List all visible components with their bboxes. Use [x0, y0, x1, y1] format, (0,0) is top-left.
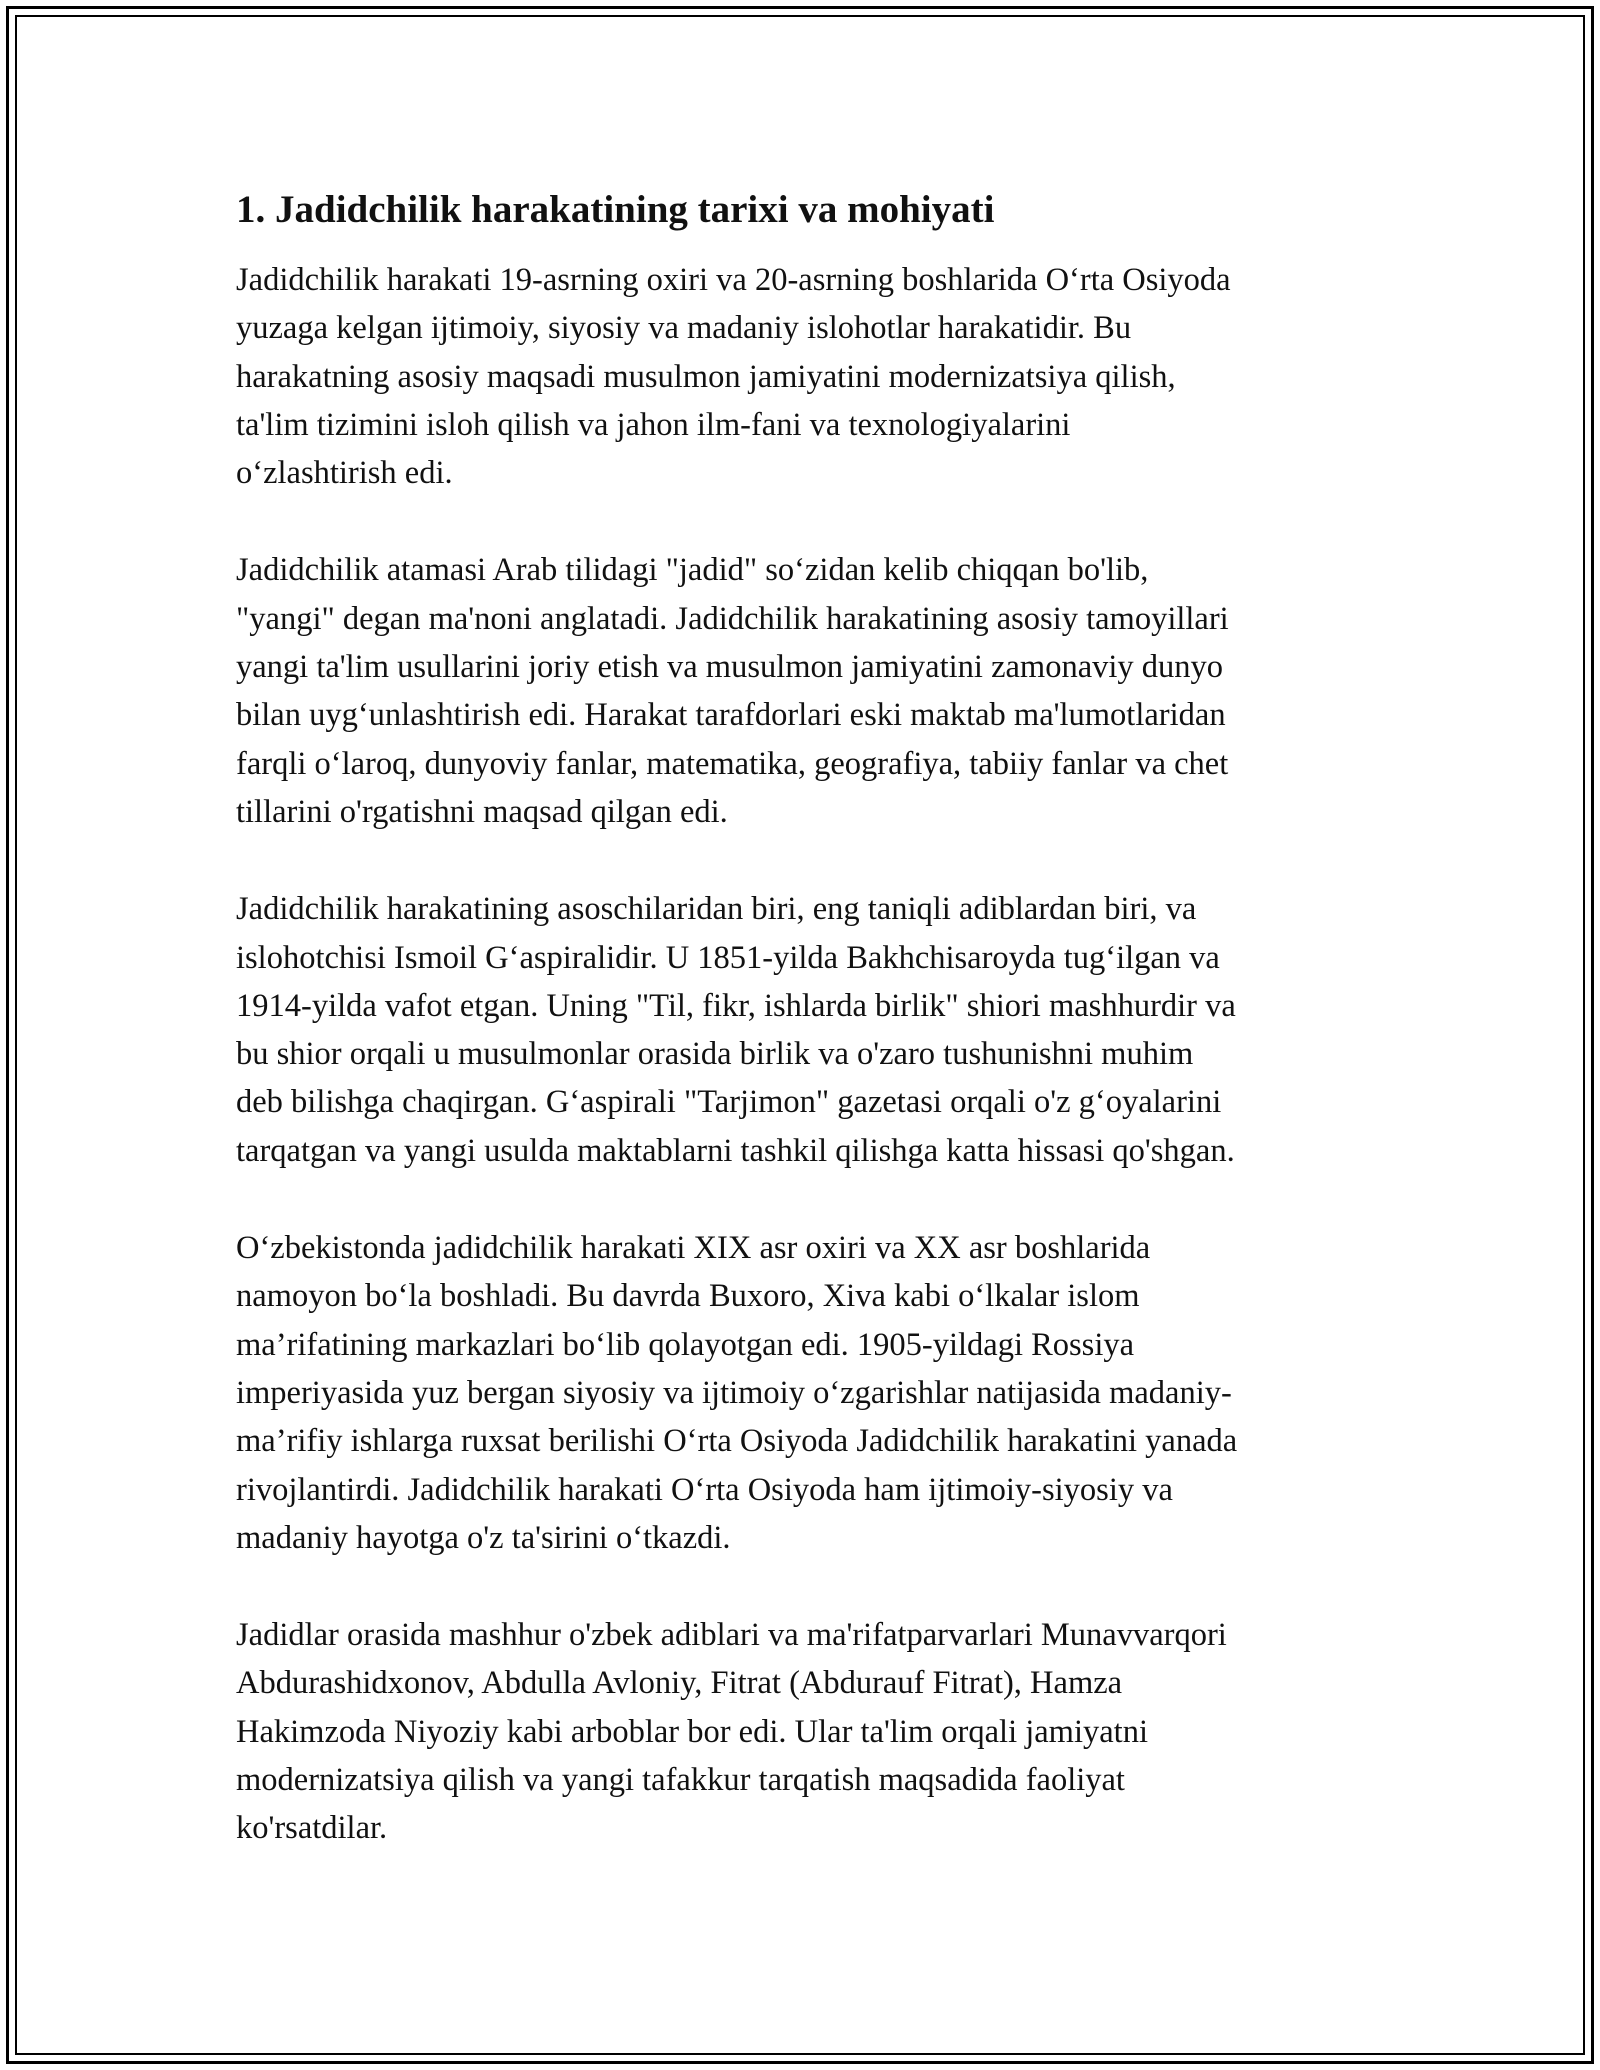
text-line: 1914-yilda vafot etgan. Uning "Til, fikr, ishlarda birlik" shiori mashhurdir va: [236, 987, 1236, 1024]
paragraph-3: [236, 885, 1376, 1175]
text-line: "yangi" degan ma'noni anglatadi. Jadidchilik harakatining asosiy tamoyillari: [236, 600, 1229, 637]
text-line: farqli o‘laroq, dunyoviy fanlar, matematika, geografiya, tabiiy fanlar va chet: [236, 745, 1229, 782]
text-line: Jadidlar orasida mashhur o'zbek adiblari va ma'rifatparvarlari Munavvarqori: [236, 1617, 1227, 1654]
text-line: Hakimzoda Niyoziy kabi arboblar bor edi. Ular ta'lim orqali jamiyatni: [236, 1713, 1148, 1750]
text-line: harakatning asosiy maqsadi musulmon jamiyatini modernizatsiya qilish,: [236, 358, 1176, 395]
text-line: deb bilishga chaqirgan. G‘aspirali "Tarjimon" gazetasi orqali o'z g‘oyalarini: [236, 1084, 1222, 1121]
section-heading: 1. Jadidchilik harakatining tarixi va mohiyati: [236, 188, 995, 231]
text-line: bu shior orqali u musulmonlar orasida birlik va o'zaro tushunishni muhim: [236, 1036, 1194, 1073]
text-line: ko'rsatdilar.: [236, 1810, 388, 1847]
text-line: yuzaga kelgan ijtimoiy, siyosiy va madaniy islohotlar harakatidir. Bu: [236, 310, 1132, 347]
text-line: bilan uyg‘unlashtirish edi. Harakat tarafdorlari eski maktab ma'lumotlaridan: [236, 697, 1226, 734]
text-line: Jadidchilik atamasi Arab tilidagi "jadid" so‘zidan kelib chiqqan bo'lib,: [236, 552, 1149, 589]
text-line: tarqatgan va yangi usulda maktablarni tashkil qilishga katta hissasi qo'shgan.: [236, 1132, 1235, 1169]
text-line: rivojlantirdi. Jadidchilik harakati O‘rta Osiyoda ham ijtimoiy-siyosiy va: [236, 1471, 1173, 1508]
text-line: ma’rifiy ishlarga ruxsat berilishi O‘rta Osiyoda Jadidchilik harakatini yanada: [236, 1423, 1238, 1460]
text-line: Abdurashidxonov, Abdulla Avloniy, Fitrat (Abdurauf Fitrat), Hamza: [236, 1665, 1123, 1702]
text-line: yangi ta'lim usullarini joriy etish va musulmon jamiyatini zamonaviy dunyo: [236, 649, 1224, 686]
document-body: [236, 186, 1376, 1902]
text-line: namoyon bo‘la boshladi. Bu davrda Buxoro, Xiva kabi o‘lkalar islom: [236, 1278, 1140, 1315]
paragraph-5: [236, 1611, 1376, 1852]
text-line: o‘zlashtirish edi.: [236, 455, 453, 492]
text-line: madaniy hayotga o'z ta'sirini o‘tkazdi.: [236, 1519, 731, 1556]
paragraph-4: [236, 1224, 1376, 1562]
paragraph-2: [236, 546, 1376, 836]
text-line: islohotchisi Ismoil G‘aspiralidir. U 1851-yilda Bakhchisaroyda tug‘ilgan va: [236, 939, 1220, 976]
text-line: ta'lim tizimini isloh qilish va jahon ilm-fani va texnologiyalarini: [236, 406, 1071, 443]
paragraph-1: [236, 256, 1376, 497]
text-line: Jadidchilik harakati 19-asrning oxiri va 20-asrning boshlarida O‘rta Osiyoda: [236, 262, 1231, 298]
text-line: O‘zbekistonda jadidchilik harakati XIX asr oxiri va XX asr boshlarida: [236, 1230, 1151, 1267]
text-line: modernizatsiya qilish va yangi tafakkur tarqatish maqsadida faoliyat: [236, 1762, 1125, 1799]
text-line: imperiyasida yuz bergan siyosiy va ijtimoiy o‘zgarishlar natijasida madaniy-: [236, 1374, 1232, 1411]
text-line: tillarini o'rgatishni maqsad qilgan edi.: [236, 793, 728, 830]
text-line: ma’rifatining markazlari bo‘lib qolayotgan edi. 1905-yildagi Rossiya: [236, 1326, 1135, 1363]
text-line: Jadidchilik harakatining asoschilaridan biri, eng taniqli adiblardan biri, va: [236, 891, 1197, 928]
